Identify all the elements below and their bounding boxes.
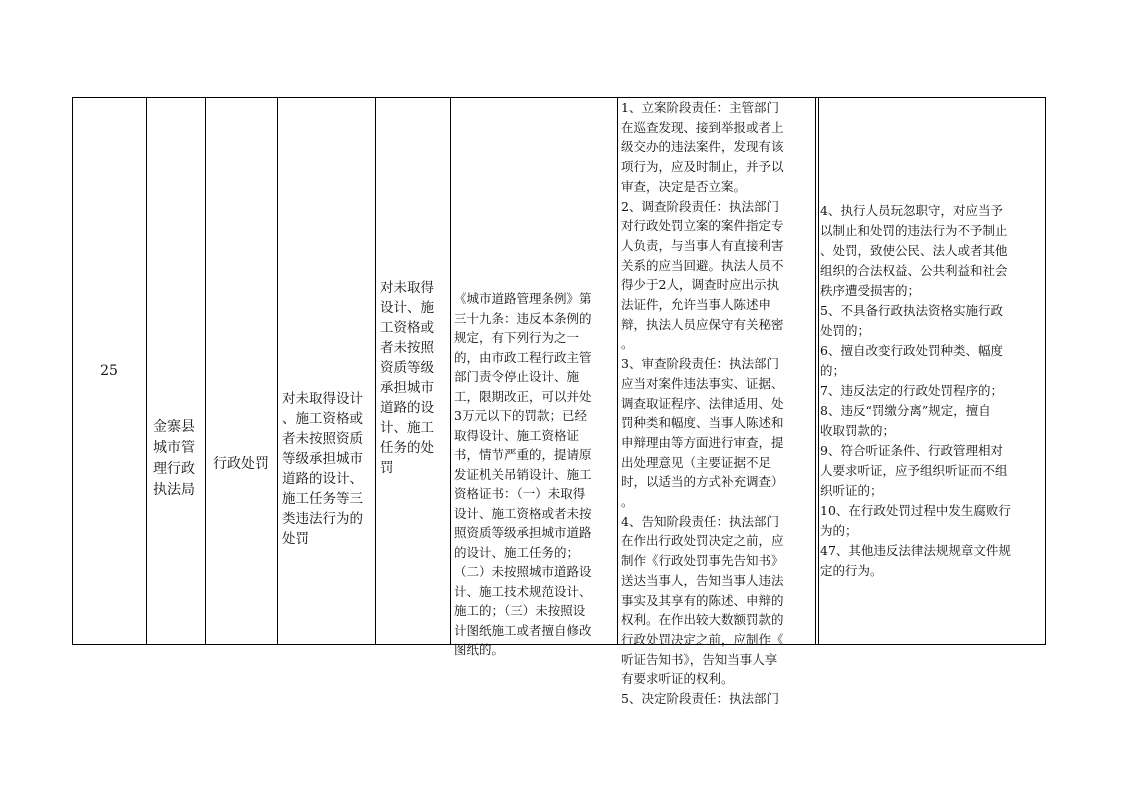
sub-item-name: 对未取得 设计、施 工资格或 者未按照 资质等级 承担城市 道路的设 计、施工 任务的处 罚 (380, 280, 434, 476)
item-name-cell (277, 97, 375, 645)
department-cell (146, 97, 205, 645)
accountability-text: 4、执行人员玩忽职守，对应当予 以制止和处罚的违法行为不予制止 、处罚，致使公民、法人或者其他 组织的合法权益、公共利益和社会 秩序遭受损害的； 5、不具备行政执法资格实施行政 处罚的； 6、擅自改变行政处罚种类、幅度 的； 7、违反法定的行政处罚程序的； 8、违反“罚缴分离”规定，擅自 收取罚款的； 9、符合听证条件、行政管理相对 人要求听证，应予组织听证而不组 织听证的； 10、在行政处罚过程中发生腐败行 为的； 47、其他违反法律法规规章文件规 定的行为。 (820, 203, 1011, 578)
table-border-right (1045, 97, 1046, 645)
power-type: 行政处罚 (213, 456, 269, 472)
responsibility-cell (617, 97, 815, 707)
item-name: 对未取得设计 、施工资格或 者未按照资质 等级承担城市 道路的设计、 施工任务等三 类违法行为的 处罚 (282, 391, 363, 547)
responsibility-text: 1、立案阶段责任：主管部门 在巡查发现、接到举报或者上 级交办的违法案件，发现有该 项行为，应及时制止，并予以 审查，决定是否立案。 2、调查阶段责任：执法部门 对行政处罚立案的案件指定专 人负责，与当事人有直接利害 关系的应当回避。执法人员不 得少于2人，调查时应出示执 法证件，允许当事人陈述申 辩，执法人员应保守有关秘密 。 3、审查阶段责任：执法部门 应当对案件违法事实、证据、 调查取证程序、法律适用、处 罚种类和幅度、当事人陈述和 申辩理由等方面进行审查，提 出处理意见（主要证据不足 时，以适当的方式补充调查） 。 4、告知阶段责任：执法部门 在作出行政处罚决定之前，应 制作《行政处罚事先告知书》 送达当事人，告知当事人违法 事实及其享有的陈述、申辩的 权利。在作出较大数额罚款的 行政处罚决定之前，应制作《 听证告知书》，告知当事人享 有要求听证的权利。 5、决定阶段责任：执法部门 (621, 100, 784, 707)
row-index-cell (72, 97, 146, 645)
row-index: 25 (100, 363, 118, 379)
sub-item-cell (375, 97, 450, 645)
accountability-cell (818, 97, 1045, 645)
legal-basis-cell (450, 97, 617, 657)
column-divider-7 (815, 97, 816, 645)
power-type-cell (205, 97, 277, 645)
legal-basis: 《城市道路管理条例》第 三十九条：违反本条例的 规定，有下列行为之一 的，由市政工程行政主管 部门责令停止设计、施 工，限期改正，可以并处 3万元以下的罚款；已经 取得设计、施工资格证 书，情节严重的，提请原 发证机关吊销设计、施工 资格证书：（一）未取得 设计、施工资格或者未按 照资质等级承担城市道路 的设计、施工任务的； （二）未按照城市道路设 计、施工技术规范设计、 施工的；（三）未按照设 计图纸施工或者擅自修改 图纸的。 (454, 291, 592, 657)
department-name: 金寨县 城市管 理行政 执法局 (153, 419, 195, 498)
